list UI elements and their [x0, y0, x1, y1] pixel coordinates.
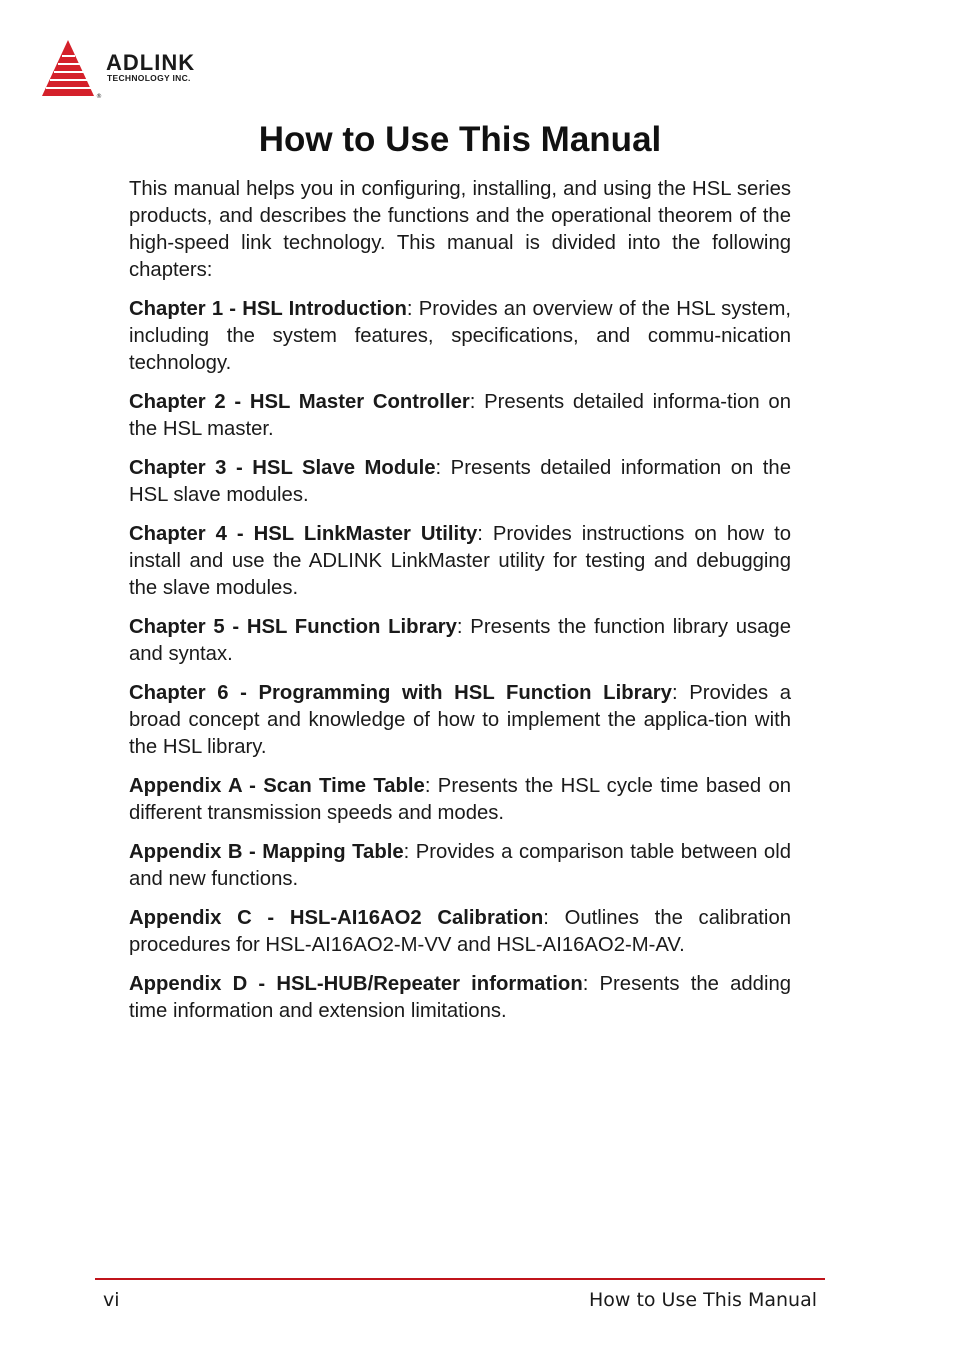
section-description: : Presents the HSL cycle time based on different transmission speeds and modes. — [129, 775, 791, 824]
section-description: : Presents the adding time information and extension limitations. — [129, 973, 792, 1022]
section-term: Chapter 5 - HSL Function Library — [129, 616, 457, 638]
section-description: : Outlines the calibration procedures for HSL-AI16AO2-M-VV and HSL-AI16AO2-M-AV. — [129, 907, 792, 956]
section-term: Chapter 6 - Programming with HSL Function Library — [129, 682, 672, 704]
section-term: Chapter 1 - HSL Introduction — [129, 298, 407, 320]
section-term: Chapter 2 - HSL Master Controller — [129, 391, 470, 413]
logo-wordmark: ADLINK — [106, 50, 196, 75]
logo-tagline: TECHNOLOGY INC. — [107, 73, 191, 83]
section-description: : Provides instructions on how to install and use the ADLINK LinkMaster utility for testing and debugging the slave modules. — [129, 523, 791, 599]
section-term: Chapter 4 - HSL LinkMaster Utility — [129, 523, 478, 545]
section-description: : Provides a comparison table between old and new functions. — [129, 841, 791, 890]
section-description: : Provides a broad concept and knowledge of how to implement the applica-tion with the HSL library. — [129, 682, 791, 758]
section-description: : Provides an overview of the HSL system, including the system features, specifications, and commu-nication technology. — [129, 298, 791, 374]
section-description: : Presents detailed information on the HSL slave modules. — [129, 457, 791, 506]
section-term: Chapter 3 - HSL Slave Module — [129, 457, 436, 479]
section-chapter-5 — [129, 614, 791, 668]
footer-page-number: vi — [103, 1289, 120, 1311]
adlink-logo — [40, 36, 240, 102]
section-appendix-a — [129, 773, 791, 827]
section-chapter-6 — [129, 680, 791, 761]
adlink-triangle-logo-icon — [42, 40, 94, 96]
section-description: : Presents the function library usage and syntax. — [129, 616, 791, 665]
section-term: Appendix B - Mapping Table — [129, 841, 404, 863]
section-term: Appendix A - Scan Time Table — [129, 775, 425, 797]
footer-section-title: How to Use This Manual — [588, 1289, 817, 1311]
section-chapter-2 — [129, 389, 791, 443]
footer-divider — [95, 1278, 825, 1280]
section-term: Appendix C - HSL-AI16AO2 Calibration — [129, 907, 544, 929]
manual-body — [129, 176, 791, 1037]
section-term: Appendix D - HSL-HUB/Repeater information — [129, 973, 583, 995]
section-appendix-c — [129, 905, 791, 959]
page-title: How to Use This Manual — [258, 120, 662, 159]
section-chapter-3 — [129, 455, 791, 509]
logo-registered-mark: ® — [96, 93, 102, 100]
section-description: : Presents detailed informa-tion on the HSL master. — [129, 391, 791, 440]
intro-paragraph: This manual helps you in configuring, installing, and using the HSL series products, and describes the functions and the operational theorem of the high-speed link technology. This manual is divided into the following chapters: — [129, 178, 791, 281]
section-chapter-4 — [129, 521, 791, 602]
section-chapter-1 — [129, 296, 791, 377]
section-appendix-b — [129, 839, 791, 893]
section-appendix-d — [129, 971, 791, 1025]
